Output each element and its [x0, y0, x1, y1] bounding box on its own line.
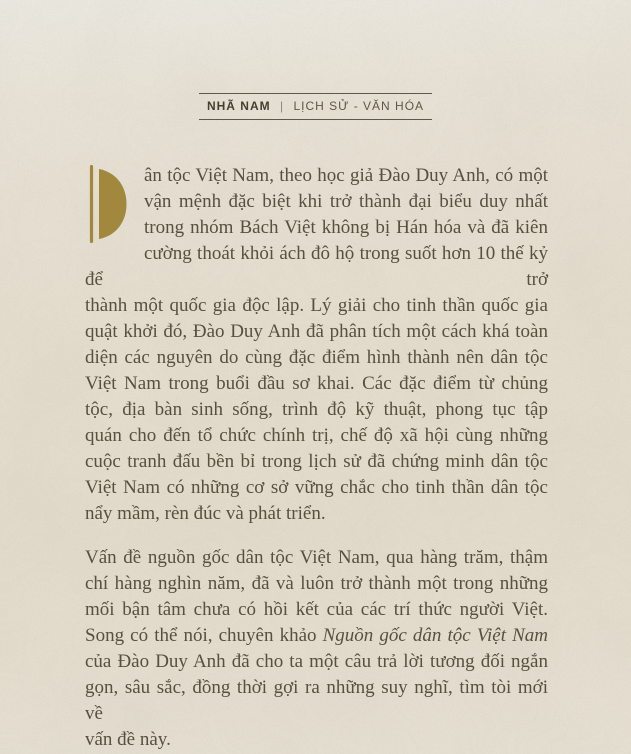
text-line: gọn, sâu sắc, đồng thời gợi ra những suy nghĩ, tìm tòi mới về [85, 677, 548, 724]
text-line: vấn đề này. [85, 729, 171, 750]
text-line: trong nhóm Bách Việt không bị Hán hóa và đã kiên [144, 217, 548, 238]
text-line: quật khởi đó, Đào Duy Anh đã phân tích một cách khá toàn [85, 321, 548, 342]
text-line: Vấn đề nguồn gốc dân tộc Việt Nam, qua hàng trăm, thậm [85, 547, 548, 568]
drop-cap-bowl [99, 169, 127, 239]
paragraph-intro-lines [85, 163, 548, 527]
imprint-separator: | [279, 99, 285, 113]
series-title: LỊCH SỬ - VĂN HÓA [293, 99, 425, 113]
text-line: thành một quốc gia độc lập. Lý giải cho tinh thần quốc gia [85, 295, 548, 316]
paragraph-conclusion [85, 545, 548, 753]
text-column [85, 163, 548, 753]
text-line: cường thoát khỏi ách đô hộ trong suốt hơn 10 thế kỷ để trở [85, 243, 548, 290]
text-line: nẩy mầm, rèn đúc và phát triển. [85, 503, 326, 524]
text-line: của Đào Duy Anh đã cho ta một câu trả lời tương đối ngắn [85, 651, 548, 672]
text-line: quán cho đến tổ chức chính trị, chế độ xã hội cùng những [85, 425, 548, 446]
text-line: Việt Nam trong buổi đầu sơ khai. Các đặc điểm từ chủng [85, 373, 548, 394]
imprint-header [199, 93, 432, 120]
text-line: diện các nguyên do cùng đặc điểm hình thành nên dân tộc [85, 347, 548, 368]
paragraph-conclusion-lines [85, 545, 548, 753]
text-line: ân tộc Việt Nam, theo học giả Đào Duy Anh, có một [144, 165, 548, 186]
text-line: cuộc tranh đấu bền bỉ trong lịch sử đã chứng minh dân tộc [85, 451, 548, 472]
text-line: tộc, địa bàn sinh sống, trình độ kỹ thuật, phong tục tập [85, 399, 548, 420]
imprint-header-wrap [0, 93, 631, 120]
text-line: Song có thể nói, chuyên khảo Nguồn gốc dân tộc Việt Nam [85, 625, 548, 646]
text-line: vận mệnh đặc biệt khi trở thành đại biểu duy nhất [144, 191, 548, 212]
text-line: chí hàng nghìn năm, đã và luôn trở thành một trong những [85, 573, 548, 594]
paragraph-intro [85, 163, 548, 527]
drop-cap-letter-D [85, 165, 129, 243]
text-line: mối bận tâm chưa có hồi kết của các trí thức người Việt. [85, 599, 548, 620]
text-line: Việt Nam có những cơ sở vững chắc cho tinh thần dân tộc [85, 477, 548, 498]
publisher-name: NHÃ NAM [206, 99, 271, 113]
